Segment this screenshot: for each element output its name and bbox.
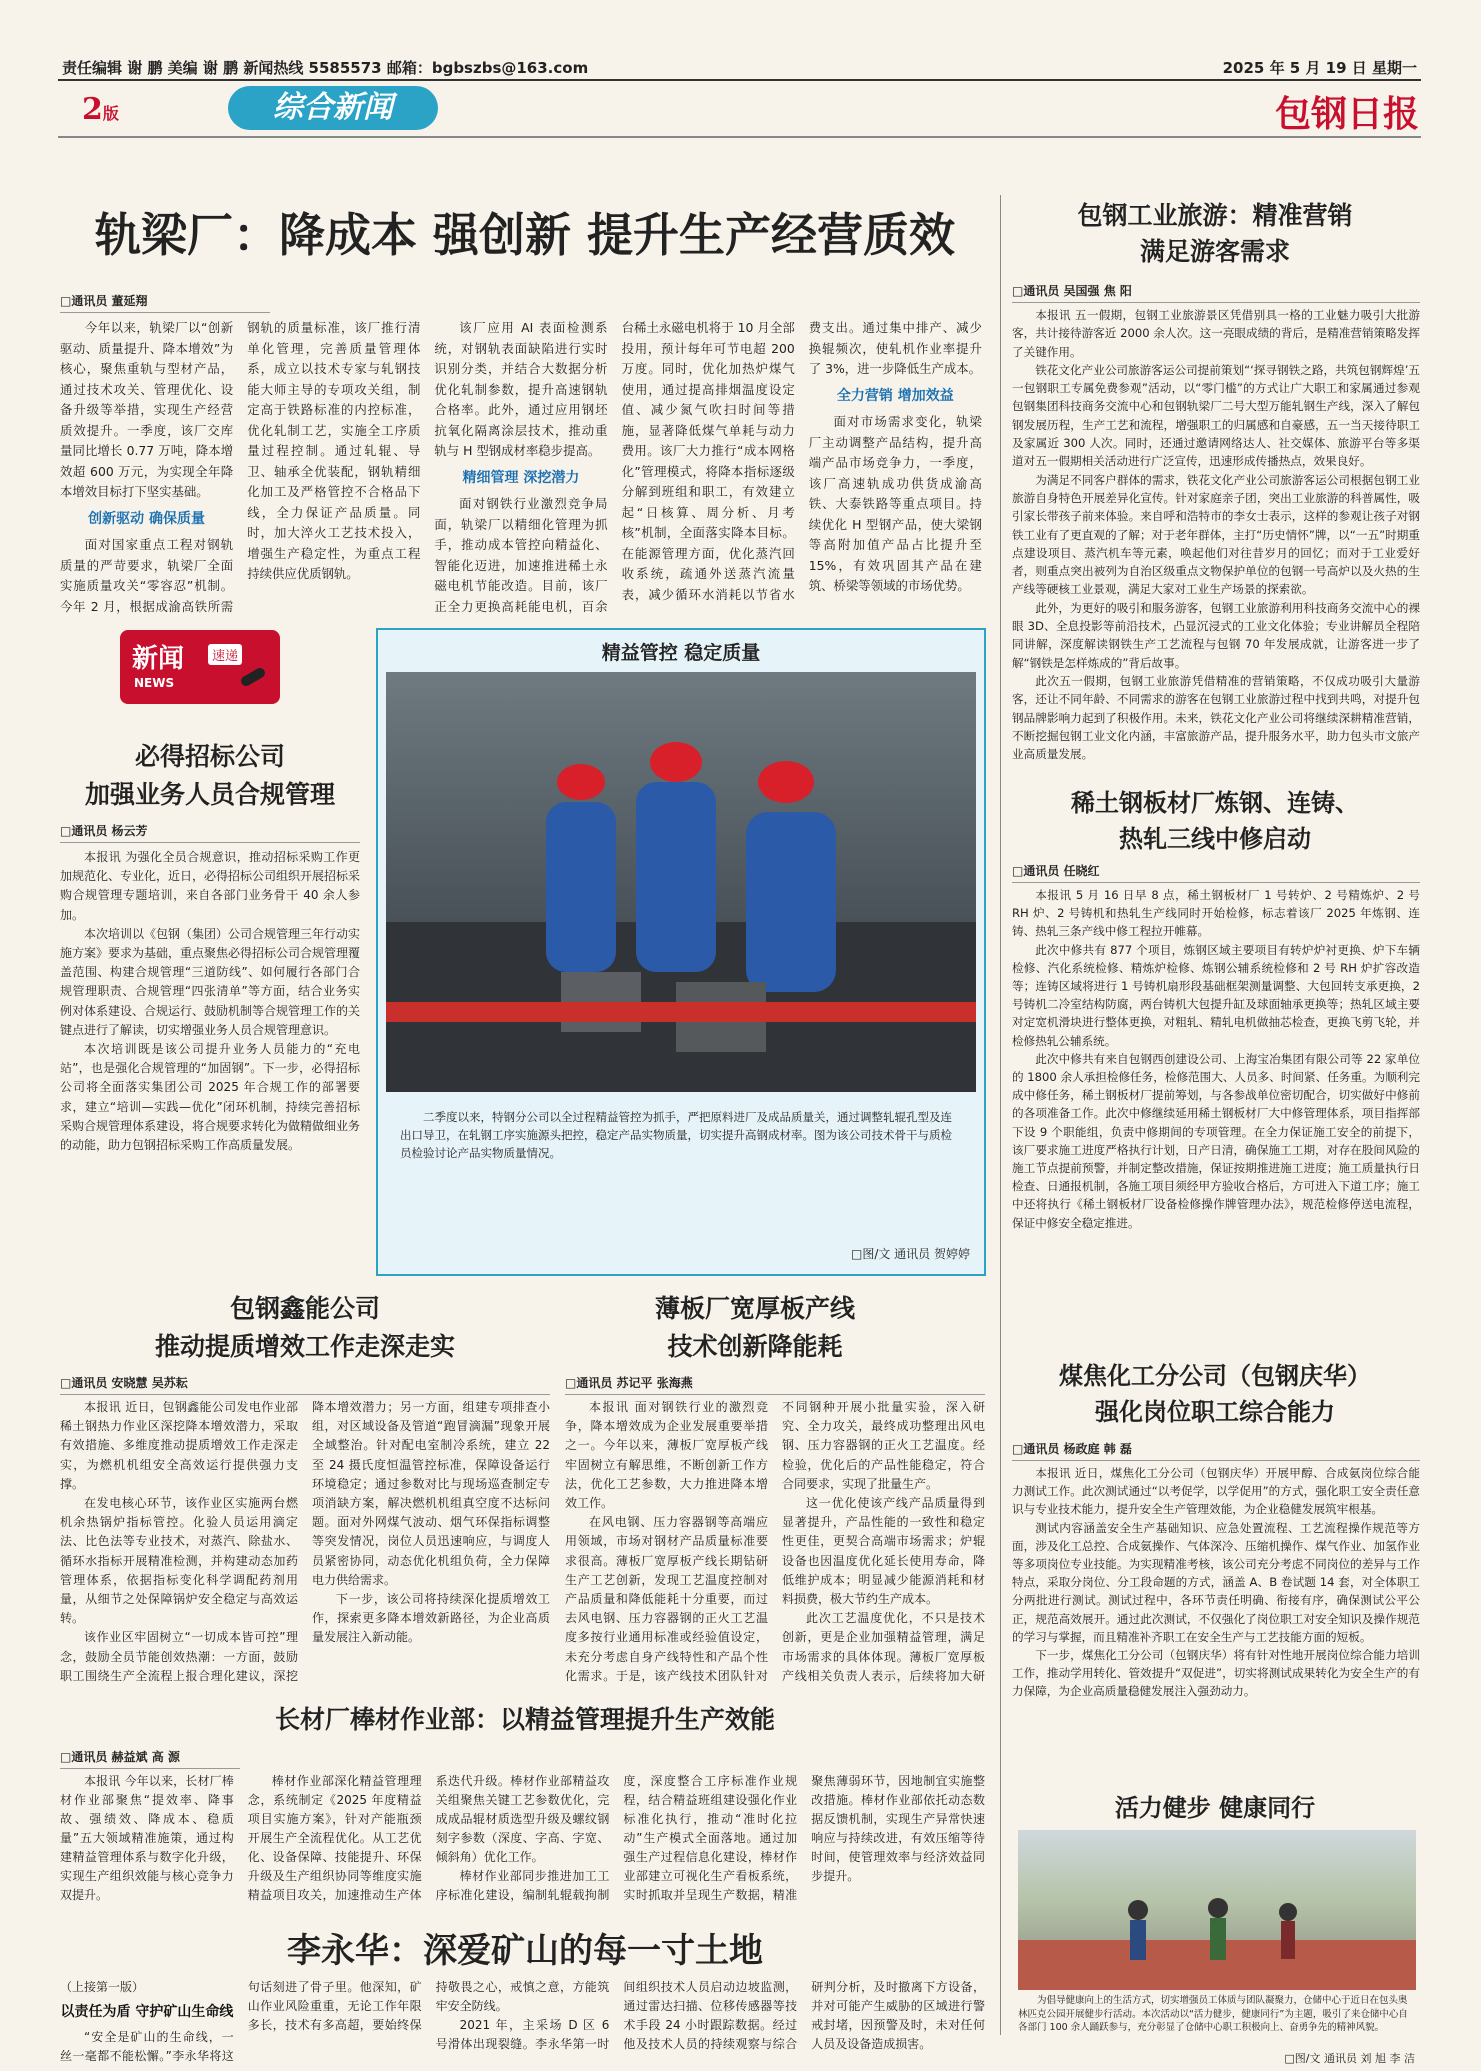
byline-rare-earth: □通讯员 任晓红 [1012, 862, 1420, 883]
byline-tourism: □通讯员 吴国强 焦 阳 [1012, 282, 1420, 303]
photo-heading-walk: 活力健步 健康同行 [1114, 1794, 1316, 1822]
article-title-guiliang: 轨梁厂：降成本 强创新 提升生产经营质效 [94, 208, 956, 262]
header-editor-info: 责任编辑 谢 鹏 美编 谢 鹏 新闻热线 5585573 邮箱：bgbszbs@163.com [62, 59, 589, 77]
section-title: 综合新闻 [228, 86, 438, 130]
byline-long-products: □通讯员 赫益斌 高 源 [60, 1748, 240, 1769]
article-body-guiliang: 今年以来，轨梁厂以“创新驱动、质量提升、降本增效”为核心，聚焦重轨与型材产品，通过技术攻关、管理优化、设备升级等举措，实现生产经营质效提升。一季度，该厂交库量同比增长 0.77 万吨，降本增效超 600 万元，为实现全年降本增效目标打下坚实基础。 创新驱动 确保质量 面对国家重点工程对钢轨质量的严苛要求，轨梁厂全面实施质量攻关“零容忍”机制。今年 2 月，根据成渝高铁所需钢轨的质量标准，该厂推行清单化管理，完善质量管理体系，成立以技术专家与轧钢技能大师主导的专项攻关组，制定高于铁路标准的内控标准，优化轧制工艺，实施全工序质量过程控制。通过轧辊、导卫、轴承全优装配，钢轨精细化加工及严格管控不合格品下线，全力保证产品质量。同时，加大淬火工艺技术投入，增强生产稳定性，为重点工程持续供应优质钢轨。 该厂应用 AI 表面检测系统，对钢轨表面缺陷进行实时识别分类，并结合大数据分析优化轧制参数，提升高速钢轨合格率。此外，通过应用钢坯抗氧化隔离涂层技术，推动重轨与 H 型钢成材率稳步提高。 精细管理 深挖潜力 面对钢铁行业激烈竞争局面，轨梁厂以精细化管理为抓手，推动成本管控向精益化、智能化迈进，加速推进稀土永磁电机节能改造。目前，该厂正全力更换高耗能电机，百余台稀土永磁电机将于 10 月全部投用，预计每年可节电超 200 万度。同时，优化加热炉煤气使用，通过提高排烟温度设定值、减少氮气吹扫时间等措施，显著降低煤气单耗与动力费用。该厂大力推行“成本网格化”管理模式，将降本指标逐级分解到班组和职工，有效建立起“日核算、周分析、月考核”机制，全面落实降本目标。在能源管理方面，优化蒸汽回收系统，疏通外送蒸汽流量表，减少循环水消耗以节省水费支出。通过集中排产、减少换辊频次，使轧机作业率提升了 3%，进一步降低生产成本。 全力营销 增加效益 面对市场需求变化，轨梁厂主动调整产品结构，提升高端产品市场竞争力，一季度，该厂高速轨成功供货成渝高铁、大泰铁路等重点项目。持续优化 H 型钢产品，使大梁钢等高附加值产品占比提升至 15%，有效巩固其产品在建筑、桥梁等领域的市场优势。 [60, 320, 982, 614]
article-body-tender: 本报讯 为强化全员合规意识，推动招标采购工作更加规范化、专业化，近日，必得招标公司组织开展招标采购合规管理专题培训，来自各部门业务骨干 40 余人参加。 本次培训以《包钢（集团）公司合规管理三年行动实施方案》要求为基础，重点聚焦必得招标公司合规管理覆盖范围、构建合规管理“三道防线”、如何履行各部门合规管理职责、合规管理“四张清单”等方面，结合业务实例对体系建设、合规运行、鼓励机制等合规管理工作的关键点进行了解读，切实增强业务人员合规管理意识。 本次培训既是该公司提升业务人员能力的“充电站”，也是强化合规管理的“加固钢”。下一步，必得招标公司将全面落实集团公司 2025 年合规工作的部署要求，建立“培训—实践—优化”闭环机制，持续完善招标采购合规管理体系建设，将合规要求转化为做精做细业务的动能，助力包钢招标采购工作高质量发展。 [60, 850, 360, 1153]
header-bar [58, 55, 1421, 81]
article-body-long-products: 本报讯 今年以来，长材厂棒材作业部聚焦“提效率、降事故、强绩效、降成本、稳质量”五大领域精准施策，通过构建精益管理体系与数字化升级，实现生产组织效能与核心竞争力双提升。 棒材作业部深化精益管理理念，系统制定《2025 年度精益项目实施方案》，针对产能瓶颈开展生产全流程优化。从工艺优化、设备保障、技能提升、环保升级及生产组织协同等维度实施精益项目攻关，加速推动生产体系迭代升级。棒材作业部精益攻关组聚焦关键工艺参数优化，完成成品辊材质选型升级及螺纹钢刻字参数（深度、字高、字宽、倾斜角）优化工作。 棒材作业部同步推进加工工序标准化建设，编制轧辊载拘制度，深度整合工序标准作业规程，结合精益班组建设强化作业标准化执行，推动“准时化拉动”生产模式全面落地。通过加强生产过程信息化建设，棒材作业部建立可视化生产看板系统，实时抓取并呈现生产数据，精准聚焦薄弱环节，因地制宜实施整改措施。棒材作业部依托动态数据反馈机制，实现生产异常快速响应与持续改进，有效压缩等待时间，使管理效率与经济效益同步提升。 [60, 1774, 985, 1902]
photo-caption-quality: 二季度以来，特钢分公司以全过程精益管控为抓手，严把原料进厂及成品质量关，通过调整轧辊孔型及连出口导卫，在轧钢工序实施源头把控，稳定产品实物质量，切实提升高钢成材率。图为该公司技术骨干与质检员检验讨论产品实物质量情况。 [400, 1110, 952, 1160]
article-title-coking: 煤焦化工分公司（包钢庆华） 强化岗位职工综合能力 [1059, 1362, 1371, 1426]
photo-illustration [386, 672, 976, 1092]
byline-guiliang: □通讯员 董延翔 [60, 292, 270, 313]
article-body-tourism: 本报讯 五一假期，包钢工业旅游景区凭借别具一格的工业魅力吸引大批游客，共计接待游客近 2000 余人次。这一亮眼成绩的背后，是精准营销策略发挥了关键作用。 铁花文化产业公司旅游客运公司提前策划“‘探寻钢铁之路，共筑包钢辉煌’五一包钢职工专属免费参观”活动，以“零门槛”的方式让广大职工和家属通过参观包钢集团科技商务交流中心和包钢轨梁厂二号大型万能轧钢生产线，深入了解包钢发展历程，生产工艺和流程，增强职工的归属感和自豪感，五一当天接待职工及家属近 300 人次。同时，还通过邀请网络达人、社交媒体、旅游平台等多渠道对五一假期相关活动进行广泛宣传，迅速形成传播热点，效果良好。 为满足不同客户群体的需求，铁花文化产业公司旅游客运公司根据包钢工业旅游自身特色开展差异化宣传。针对家庭亲子团，突出工业旅游的科普属性，吸引家长带孩子前来体验。来自呼和浩特市的李女士表示，这样的参观让孩子对钢铁工业有了更直观的了解；对于老年群体，主打“历史情怀”牌，以“一五”时期重点建设项目、蒸汽机车等元素，唤起他们对往昔岁月的回忆；而对于工业爱好者，则重点突出被列为自治区级重点文物保护单位的包钢一号高炉以及火热的生产线等硬核工业景观，满足大家对工业生产场景的探索欲。 此外，为更好的吸引和服务游客，包钢工业旅游利用科技商务交流中心的裸眼 3D、全息投影等前沿技术，凸显沉浸式的工业文化体验；专业讲解员全程陪同讲解，深度解读钢铁生产工艺流程与包钢 70 年发展成就，让游客进一步了解“钢铁是怎样炼成的”背后故事。 此次五一假期，包钢工业旅游凭借精准的营销策略，不仅成功吸引大量游客，还让不同年龄、不同需求的游客在包钢工业旅游过程中找到共鸣，对提升包钢品牌影响力起到了积极作用。未来，铁花文化产业公司将继续深耕精准营销，不断挖掘包钢工业文化内涵，丰富旅游产品，提升服务水平，助力包头市文旅产业高质量发展。 [1012, 308, 1420, 762]
byline-tender: □通讯员 杨云芳 [60, 822, 360, 843]
header-date: 2025 年 5 月 19 日 星期一 [1222, 59, 1417, 77]
byline-thin-plate: □通讯员 苏记平 张海燕 [565, 1374, 985, 1395]
byline-coking: □通讯员 杨政庭 韩 磊 [1012, 1440, 1420, 1461]
page-number: 2版 [82, 92, 119, 127]
photo-credit-walk: □图/文 通讯员 刘 旭 李 洁 [1284, 2052, 1415, 2065]
photo-illustration-walk [1018, 1830, 1416, 1990]
article-title-tender: 必得招标公司 加强业务人员合规管理 [84, 742, 335, 809]
article-body-xinneng: 本报讯 近日，包钢鑫能公司发电作业部稀土钢热力作业区深挖降本增效潜力，采取有效措施、多维度推动提质增效工作走深走实，为燃机机组安全高效运行提供强力支撑。 在发电核心环节，该作业区实施两台燃机余热锅炉指标管控。化验人员运用滴定法、比色法等专业技术，对蒸汽、除盐水、循环水指标开展精准检测，并构建动态加药管理体系，依据指标变化科学调配药剂用量，从细节之处保障锅炉安全稳定与高效运转。 该作业区牢固树立“一切成本皆可控”理念，鼓励全员节能创效热潮：一方面，鼓励职工围绕生产全流程上报合理化建议，深挖降本增效潜力；另一方面，组建专项排查小组，对区域设备及管道“跑冒滴漏”现象开展全域整治。针对配电室制冷系统，建立 22 至 24 摄氏度恒温管控标准，保障设备运行环境稳定；通过参数对比与现场巡查制定专项消缺方案，解决燃机机组真空度不达标问题。面对外网煤气波动、烟气环保指标调整等突发情况，岗位人员迅速响应，与调度人员紧密协同，动态优化机组负荷，全力保障电力供给需求。 下一步，该公司将持续深化提质增效工作，探索更多降本增效新路径，为企业高质量发展注入新动能。 [60, 1400, 550, 1683]
photo-credit-quality: □图/文 通讯员 贺婷婷 [850, 1247, 970, 1261]
photo-heading-quality: 精益管控 稳定质量 [601, 642, 761, 664]
article-body-li-yonghua: （上接第一版） 以责任为盾 守护矿山生命线 “安全是矿山的生命线，一丝一毫都不能松懈。”李永华将这句话刻进了骨子里。他深知，矿山作业风险重重，无论工作年限多长，技术有多高超，要始终保持敬畏之心，戒慎之意，方能筑牢安全防线。 2021 年，主采场 D 区 6 号滑体出现裂缝。李永华第一时间组织技术人员启动边坡监测，通过雷达扫描、位移传感器等技术手段 24 小时跟踪数据。经过他及技术人员的持续观察与综合研判分析，及时撤离下方设备，并对可能产生威胁的区域进行警戒封堵，因预警及时，未对任何人员及设备造成损害。 [60, 1980, 985, 2063]
divider-vertical-right [1000, 195, 1001, 2035]
microphone-icon [239, 666, 267, 688]
news-express-badge: 新闻 速递 NEWS [120, 630, 280, 704]
article-title-long-products: 长材厂棒材作业部：以精益管理提升生产效能 [274, 1705, 775, 1734]
article-body-coking: 本报讯 近日，煤焦化工分公司（包钢庆华）开展甲醇、合成氨岗位综合能力测试工作。此次测试通过“以考促学，以学促用”的方式，强化职工安全责任意识与专业技术能力，提升安全生产管理效能，为企业稳健发展筑牢根基。 测试内容涵盖安全生产基础知识、应急处置流程、工艺流程操作规范等方面，涉及化工总控、合成氨操作、气体深冷、压缩机操作、煤气作业、加氢作业等多项岗位专业技能。为实现精准考核，该公司充分考虑不同岗位的差异与工作特点，采取分岗位、分工段命题的方式，涵盖 A、B 卷试题 14 套，对全体职工分两批进行测试。测试过程中，各环节责任明确、衔接有序，确保测试公平公正，规范高效展开。通过此次测试，不仅强化了岗位职工对安全知识及操作规范的学习与掌握，而且精准补齐职工在安全生产与工艺技能方面的短板。 下一步，煤焦化工分公司（包钢庆华）将有针对性地开展岗位综合能力培训工作，推动学用转化、管效提升“双促进”，切实将测试成果转化为安全生产的有力保障，为企业高质量稳健发展注入强劲动力。 [1012, 1466, 1420, 1699]
article-title-rare-earth: 稀土钢板材厂炼钢、连铸、 热轧三线中修启动 [1071, 789, 1359, 853]
article-title-li-yonghua: 李永华：深爱矿山的每一寸土地 [287, 1931, 763, 1971]
photo-walking-event [1018, 1830, 1416, 1990]
article-title-tourism: 包钢工业旅游：精准营销 满足游客需求 [1077, 201, 1353, 266]
article-title-thin-plate: 薄板厂宽厚板产线 技术创新降能耗 [654, 1294, 855, 1361]
byline-xinneng: □通讯员 安晓慧 吴苏耘 [60, 1374, 550, 1395]
photo-caption-walk: 为倡导健康向上的生活方式，切实增强员工体质与团队凝聚力，仓储中心于近日在包头奥林匹克公园开展健步行活动。本次活动以“活力健步，健康同行”为主题，吸引了来仓储中心自各部门 100 余人踊跃参与，充分彰显了仓储中心职工积极向上、奋勇争先的精神风貌。 [1018, 1995, 1408, 2033]
article-body-thin-plate: 本报讯 面对钢铁行业的激烈竞争，降本增效成为企业发展重要举措之一。今年以来，薄板厂宽厚板产线牢固树立有解思维，不断创新工作方法，优化工艺参数，大力推进降本增效工作。 在风电钢、压力容器钢等高端应用领域，市场对钢材产品质量标准要求很高。薄板厂宽厚板产线长期钻研生产工艺创新，发现工艺温度控制对产品质量和降低能耗十分重要，而过去风电钢、压力容器钢的正火工艺温度多按行业通用标准或经验值设定，未充分考虑自身产线特性和产品个性化需求。于是，该产线技术团队针对不同钢种开展小批量实验，深入研究、全力攻关，最终成功整理出风电钢、压力容器钢的正火工艺温度。经检验，优化后的产品性能稳定，符合合同要求，实现了批量生产。 这一优化使该产线产品质量得到显著提升，产品性能的一致性和稳定性更佳，更契合高端市场需求；炉辊设备也因温度优化延长使用寿命，降低维护成本；明显减少能源消耗和材料损费，极大节约生产成本。 此次工艺温度优化，不只是技术创新，更是企业加强精益管理，满足市场需求的具体体现。薄板厂宽厚板产线相关负责人表示，后续将加大研 [565, 1400, 985, 1683]
photo-quality-inspection [386, 672, 976, 1092]
article-title-xinneng: 包钢鑫能公司 推动提质增效工作走深走实 [154, 1294, 455, 1361]
article-body-rare-earth: 本报讯 5 月 16 日早 8 点，稀土钢板材厂 1 号转炉、2 号精炼炉、2 号 RH 炉、2 号铸机和热轧生产线同时开始检修，标志着该厂 2025 年炼钢、连铸、热轧三条产线中修工程拉开帷幕。 此次中修共有 877 个项目，炼钢区域主要项目有转炉炉衬更换、炉下车辆检修、汽化系统检修、精炼炉检修、炼钢公辅系统检修和 2 号 RH 炉扩容改造等；连铸区域将进行 1 号铸机扇形段基础框架测量调整、大包回转支承更换，2 号铸机二冷室结构防腐，两台铸机大包提升缸及球面轴承更换等；热轧区域主要对定宽机滑块进行整体更换，对粗轧、精轧电机做抽芯检查，更换飞剪飞轮，并检修热轧公辅系统。 此次中修共有来自包钢西创建设公司、上海宝冶集团有限公司等 22 家单位的 1800 余人承担检修任务，检修范围大、人员多、时间紧、任务重。为顺利完成中修任务，稀土钢板材厂提前筹划，与各参战单位密切配合，切实做好中修前的各项准备工作。此次中修继续延用稀土钢板材厂大中修管理体系，项目指挥部下设 9 个职能组，负责中修期间的专项管理。在全力保证施工安全的前提下，该厂要求施工进度严格执行计划，日产日清，确保施工工期，对存在股间风险的施工节点提前预警，并制定整改措施，保证按期推进施工进度；施工质量执行日检查、日通报机制，各施工项目须经甲方验收合格后，方可进入下道工序；施工中还将执行《稀土钢板材厂设备检修操作牌管理办法》，规范检修停送电流程，保证中修安全稳定推进。 [1012, 888, 1420, 1230]
paper-logo: 包钢日报 [1274, 93, 1419, 135]
